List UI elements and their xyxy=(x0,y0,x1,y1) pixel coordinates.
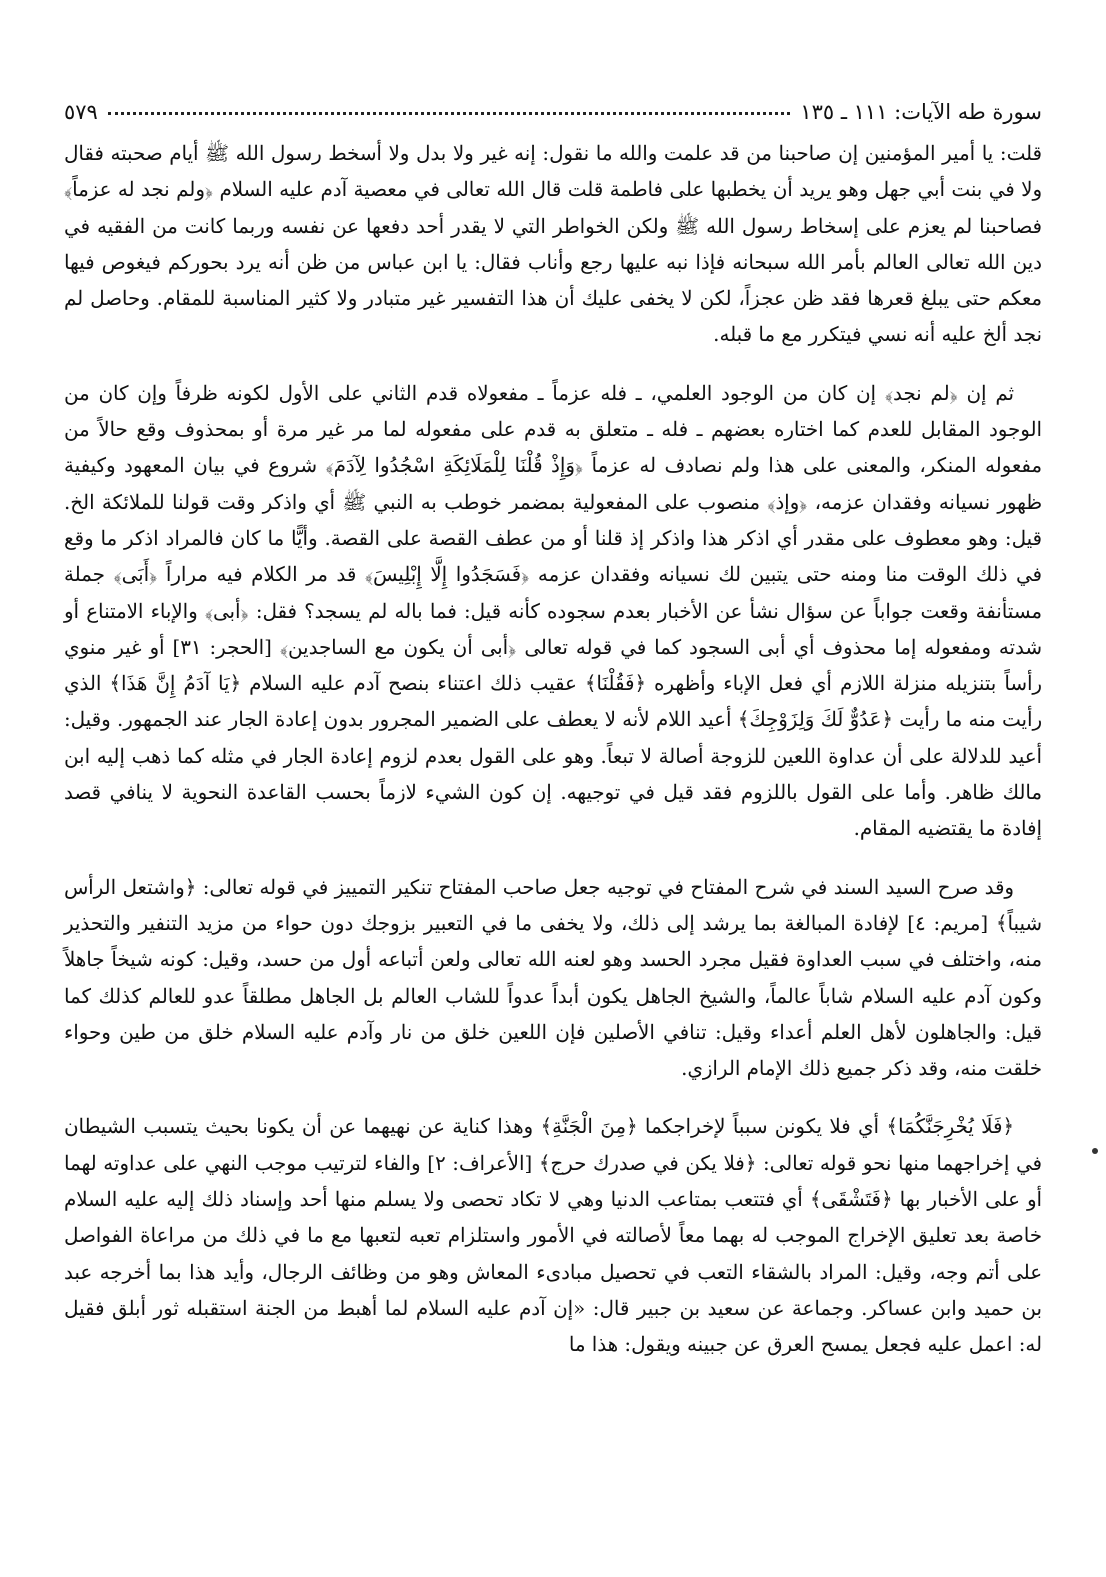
margin-dot-mark xyxy=(1092,1148,1098,1154)
paragraph-2: ثم إن ﴿لم نجد﴾ إن كان من الوجود العلمي، ـ فله عزماً ـ مفعولاه قدم الثاني على الأول لكونه ظرفاً وإن كان من الوجود المقابل للعدم كما اختاره بعضهم ـ فله ـ متعلق به قدم على مفعوله لما مر غير مرة أو بمحذوف وقع حالاً من مفعوله المنكر، والمعنى على هذا ولم نصادف له عزماً ﴿وَإِذْ قُلْنَا لِلْمَلَائِكَةِ اسْجُدُوا لِآدَمَ﴾ شروع في بيان المعهود وكيفية ظهور نسيانه وفقدان عزمه، ﴿وإذ﴾ منصوب على المفعولية بمضمر خوطب به النبي ﷺ أي واذكر وقت قولنا للملائكة الخ. قيل: وهو معطوف على مقدر أي اذكر هذا واذكر إذ قلنا أو من عطف القصة على القصة. وأيًّا ما كان فالمراد اذكر ما وقع في ذلك الوقت منا ومنه حتى يتبين لك نسيانه وفقدان عزمه ﴿فَسَجَدُوا إِلَّا إِبْلِيسَ﴾ قد مر الكلام فيه مراراً ﴿أَبَى﴾ جملة مستأنفة وقعت جواباً عن سؤال نشأ عن الأخبار بعدم سجوده كأنه قيل: فما باله لم يسجد؟ فقل: ﴿أبى﴾ والإباء الامتناع أو شدته ومفعوله إما محذوف أي أبى السجود كما في قوله تعالى ﴿أبى أن يكون مع الساجدين﴾ [الحجر: ٣١] أو غير منوي رأساً بتنزيله منزلة اللازم أي فعل الإباء وأظهره ﴿فَقُلْنَا﴾ عقيب ذلك اعتناء بنصح آدم عليه السلام ﴿يَا آدَمُ إِنَّ هَذَا﴾ الذي رأيت منه ما رأيت ﴿عَدُوٌّ لَكَ وَلِزَوْجِكَ﴾ أعيد اللام لأنه لا يعطف على الضمير المجرور بدون إعادة الجار عند الجمهور. وقيل: أعيد للدلالة على أن عداوة اللعين للزوجة أصالة لا تبعاً. وهو على القول بعدم لزوم إعادة الجار في مثله كما ذهب إليه ابن مالك ظاهر. وأما على القول باللزوم فقد قيل في توجيهه. إن كون الشيء لازماً بحسب القاعدة النحوية لا ينافي قصد إفادة ما يقتضيه المقام. xyxy=(64,381,1042,841)
paragraph-4: ﴿فَلَا يُخْرِجَنَّكُمَا﴾ أي فلا يكونن سبباً لإخراجكما ﴿مِنَ الْجَنَّةِ﴾ وهذا كناية عن نهيهما عن أن يكونا بحيث يتسبب الشيطان في إخراجهما منها نحو قوله تعالى: ﴿فلا يكن في صدرك حرج﴾ [الأعراف: ٢] والفاء لترتيب موجب النهي على عداوته لهما أو على الأخبار بها ﴿فَتَشْقَى﴾ أي فتتعب بمتاعب الدنيا وهي لا تكاد تحصى ولا يسلم منها أحد وإسناد ذلك إليه عليه السلام خاصة بعد تعليق الإخراج الموجب له بهما معاً لأصالته في الأمور واستلزام تعبه لتعبها مع ما في ذلك من مراعاة الفواصل على أتم وجه، وقيل: المراد بالشقاء التعب في تحصيل مبادىء المعاش وهو من وظائف الرجال، وأيد هذا بما أخرجه عبد بن حميد وابن عساكر. وجماعة عن سعيد بن جبير قال: «إن آدم عليه السلام لما أهبط من الجنة استقبله ثور أبلق فقيل له: اعمل عليه فجعل يمسح العرق عن جبينه ويقول: هذا ما xyxy=(64,1115,1042,1357)
header-leader-dots xyxy=(108,112,790,115)
paragraph-3: وقد صرح السيد السند في شرح المفتاح في توجيه جعل صاحب المفتاح تنكير التمييز في قوله تعالى: ﴿واشتعل الرأس شيباً﴾ [مريم: ٤] لإفادة المبالغة بما يرشد إلى ذلك، ولا يخفى ما في التعبير بزوجك دون حواء من مزيد التنفير والتحذير منه، واختلف في سبب العداوة فقيل مجرد الحسد وهو لعنه الله تعالى ولعن أتباعه أول من حسد، وقيل: كونه شيخاً جاهلاً وكون آدم عليه السلام شاباً عالماً، والشيخ الجاهل يكون أبداً عدواً للشاب العالم بل الجاهل مطلقاً عدو للعالم كذلك كما قيل: والجاهلون لأهل العلم أعداء وقيل: تنافي الأصلين فإن اللعين خلق من نار وآدم عليه السلام خلق من طين وحواء خلقت منه، وقد ذكر جميع ذلك الإمام الرازي. xyxy=(64,875,1042,1081)
running-header xyxy=(64,84,1042,124)
page-number: ٥٧٩ xyxy=(64,100,98,124)
surah-title: سورة طه الآيات: ١١١ ـ ١٣٥ xyxy=(800,100,1042,124)
paragraph-1: قلت: يا أمير المؤمنين إن صاحبنا من قد علمت والله ما نقول: إنه غير ولا بدل ولا أسخط رسول الله ﷺ أيام صحبته فقال ولا في بنت أبي جهل وهو يريد أن يخطبها على فاطمة قلت قال الله تعالى في معصية آدم عليه السلام ﴿ولم نجد له عزماً﴾ فصاحبنا لم يعزم على إسخاط رسول الله ﷺ ولكن الخواطر التي لا يقدر أحد دفعها عن نفسه وربما كانت من الفقيه في دين الله تعالى العالم بأمر الله سبحانه فإذا نبه عليها رجع وأناب فقال: يا ابن عباس من ظن أنه يرد بحوركم فيغوص فيها معكم حتى يبلغ قعرها فقد ظن عجزاً، لكن لا يخفى عليك أن هذا التفسير غير متبادر ولا كثير المناسبة للمقام. وحاصل لم نجد ألخ عليه أنه نسي فيتكرر مع ما قبله. xyxy=(64,142,1042,347)
page-body xyxy=(64,136,1042,1386)
